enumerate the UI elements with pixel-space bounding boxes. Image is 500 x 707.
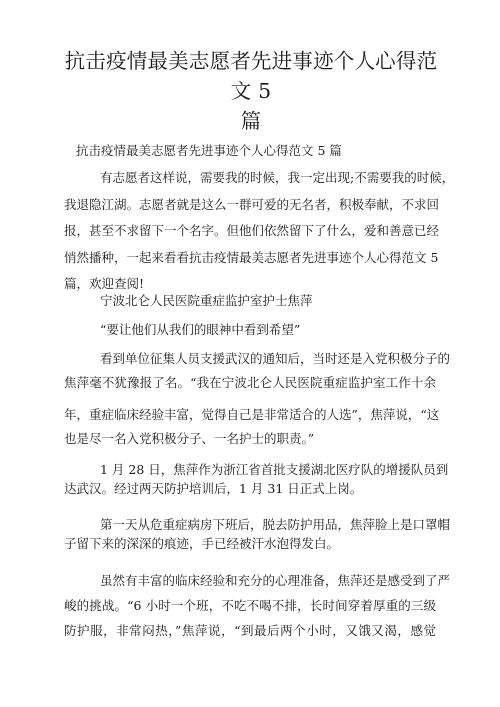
text-line: 看到单位征集人员支援武汉的通知后，当时还是入党积极分子的: [100, 351, 451, 366]
intro-paragraph: [64, 165, 455, 298]
text-line: 达武汉。经过两天防护培训后，1 月 31 日正式上岗。: [64, 481, 363, 496]
document-subtitle: 抗击疫情最美志愿者先进事迹个人心得范文 5 篇: [76, 143, 342, 158]
text-line: 第一天从危重症病房下班后，脱去防护用品，焦萍脸上是口罩帽: [100, 517, 451, 532]
section-heading: [64, 292, 436, 310]
text-line: 防护服，非常闷热，”焦萍说，“到最后两个小时，又饿又渴，感觉: [64, 623, 436, 638]
story-paragraph: [64, 347, 451, 451]
text-line: 年，重症临床经验丰富，觉得自己是非常适合的人选”，焦萍说，“这: [64, 407, 440, 422]
title-line-1: 抗击疫情最美志愿者先进事迹个人心得范文 5: [64, 49, 438, 103]
text-line: 焦萍毫不犹豫报了名。“我在宁波北仑人民医院重症监护室工作十余: [64, 375, 436, 390]
text-line: 有志愿者这样说，需要我的时候，我一定出现;不需要我的时候，: [100, 170, 455, 185]
text-line: 虽然有丰富的临床经验和充分的心理准备，焦萍还是感受到了严: [100, 573, 451, 588]
page-title: [64, 46, 438, 136]
challenge-paragraph: [64, 568, 451, 643]
text-line: 我退隐江湖。志愿者就是这么一群可爱的无名者，积极奉献，不求回: [64, 196, 440, 212]
text-line: 也是尽一名入党积极分子、一名护士的职责。”: [64, 431, 315, 446]
text-line: 1 月 28 日，焦萍作为浙江省首批支援湖北医疗队的增援队员到: [100, 462, 449, 477]
text-line: 悄然播种，一起来看看抗击疫情最美志愿者先进事迹个人心得范文 5: [64, 249, 439, 265]
text-line: 峻的挑战。“6 小时一个班，不吃不喝不排，长时间穿着厚重的三级: [64, 598, 436, 613]
text-line: 报，甚至不求留下一个名字。但他们依然留下了什么，爱和善意已经: [64, 223, 440, 238]
text-line: 宁波北仑人民医院重症监护室护士焦萍: [100, 293, 313, 308]
text-line: “要让他们从我们的眼神中看到希望”: [100, 322, 301, 337]
title-line-2: 篇: [240, 109, 262, 133]
text-line: 子留下来的深深的痕迹，手已经被汗水泡得发白。: [64, 536, 340, 551]
date-paragraph: [64, 460, 449, 498]
first-day-paragraph: [64, 515, 451, 553]
quote-heading: [64, 321, 436, 339]
text-line: 篇，欢迎查阅!: [64, 276, 145, 291]
